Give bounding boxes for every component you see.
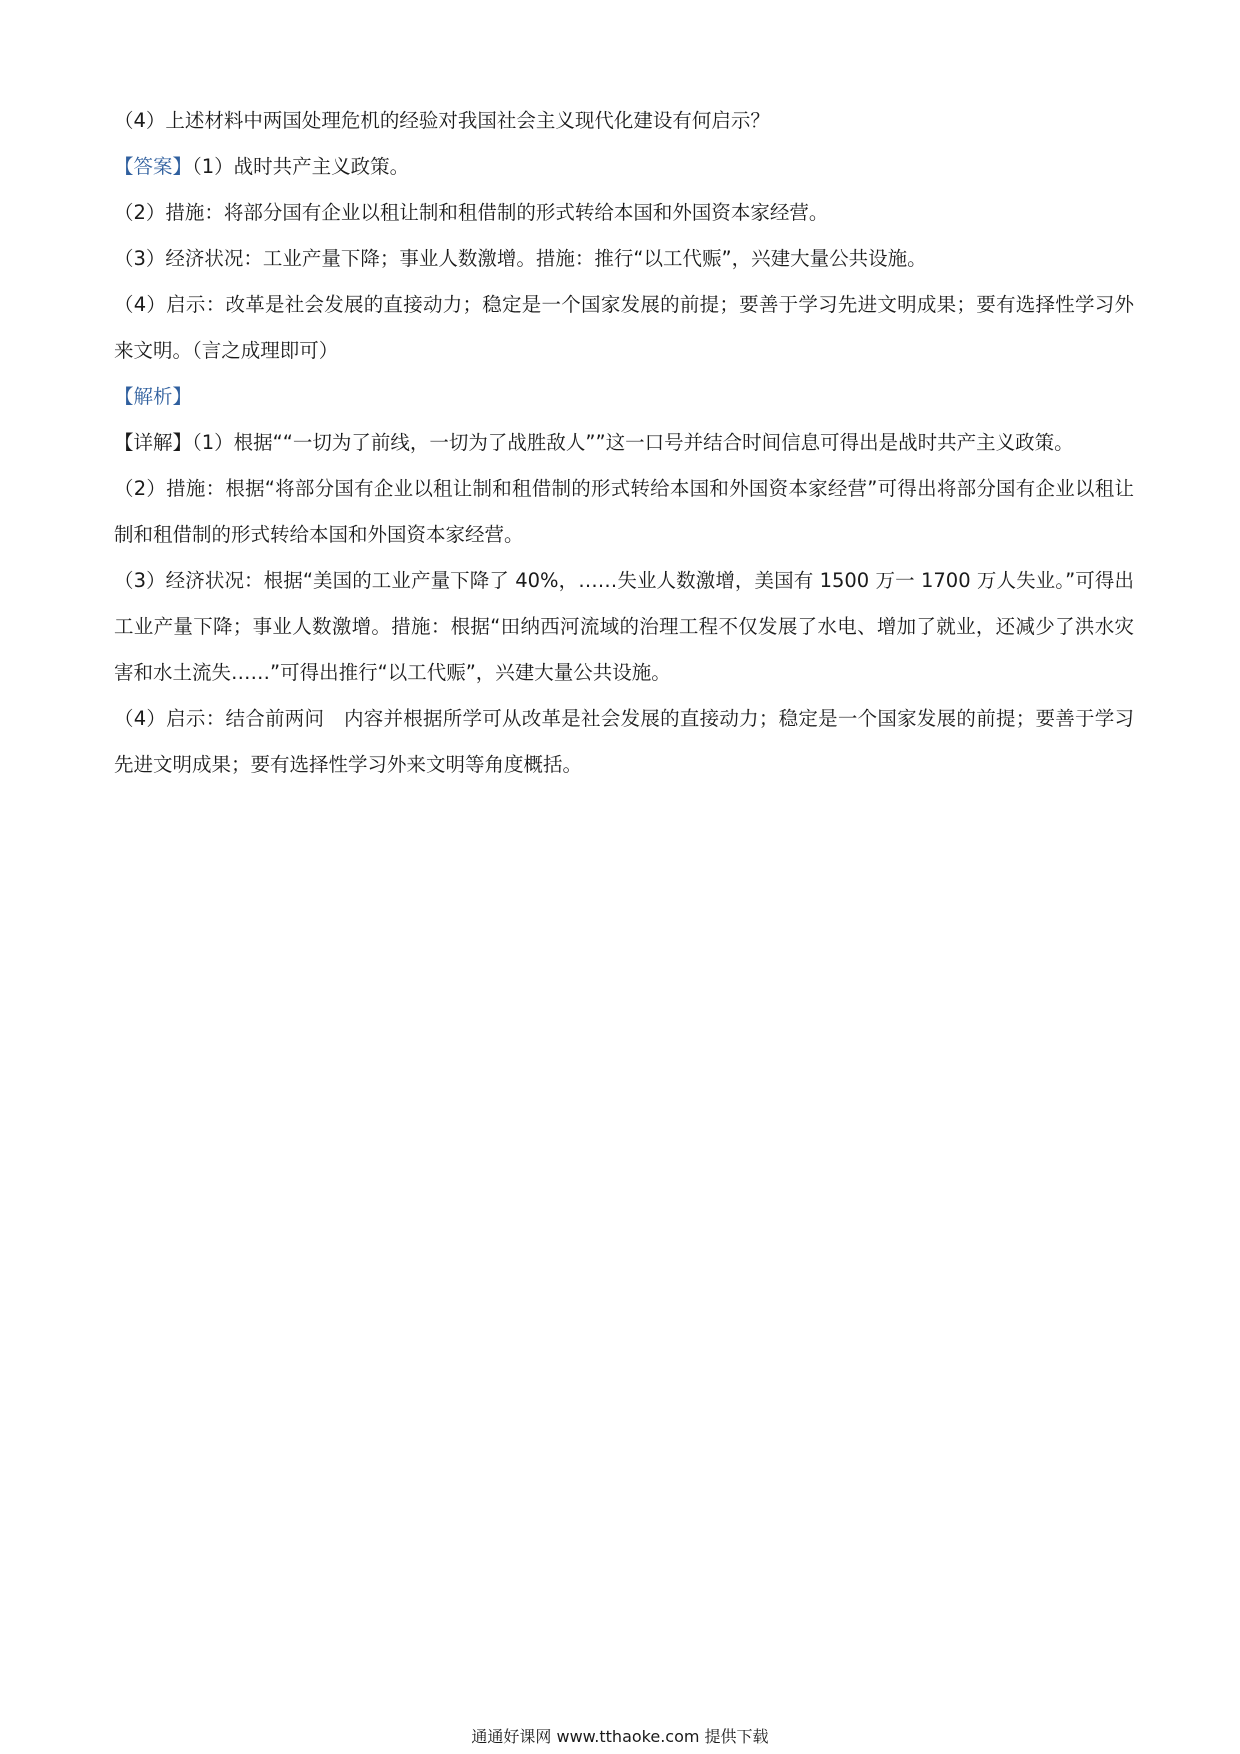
answer-1 (114, 144, 1134, 190)
detail-1-text: （1）根据““一切为了前线，一切为了战胜敌人””这一口号并结合时间信息可得出是战时共产主义政策。 (192, 431, 1074, 454)
question-4: （4）上述材料中两国处理危机的经验对我国社会主义现代化建设有何启示？ (114, 109, 770, 132)
answer-3: （3）经济状况：工业产量下降；事业人数激增。措施：推行“以工代赈”，兴建大量公共设施。 (114, 247, 927, 270)
answer-label: 【答案】 (114, 155, 193, 178)
footer-source: 通通好课网 www.tthaoke.com 提供下载 (471, 1727, 769, 1746)
answer-1-text: （1）战时共产主义政策。 (192, 155, 410, 178)
detail-3: （3）经济状况：根据“美国的工业产量下降了 40%，……失业人数激增，美国有 1500 万一 1700 万人失业。”可得出工业产量下降；事业人数激增。措施：根据“田纳西河流域的治理工程不仅发展了水电、增加了就业，还减少了洪水灾害和水土流失……”可得出推行“以工代赈”，兴建大量公共设施。 (114, 569, 1134, 684)
detail-2: （2）措施：根据“将部分国有企业以租让制和租借制的形式转给本国和外国资本家经营”可得出将部分国有企业以租让制和租借制的形式转给本国和外国资本家经营。 (114, 477, 1134, 546)
detail-1 (114, 420, 1134, 466)
detail-4: （4）启示：结合前两问 内容并根据所学可从改革是社会发展的直接动力；稳定是一个国家发展的前提；要善于学习先进文明成果；要有选择性学习外来文明等角度概括。 (114, 707, 1134, 776)
answer-4: （4）启示：改革是社会发展的直接动力；稳定是一个国家发展的前提；要善于学习先进文明成果；要有选择性学习外来文明。（言之成理即可） (114, 293, 1134, 362)
answer-2: （2）措施：将部分国有企业以租让制和租借制的形式转给本国和外国资本家经营。 (114, 201, 829, 224)
analysis-label: 【解析】 (114, 385, 193, 408)
document-content (114, 98, 1134, 788)
detail-label: 【详解】 (114, 431, 193, 454)
